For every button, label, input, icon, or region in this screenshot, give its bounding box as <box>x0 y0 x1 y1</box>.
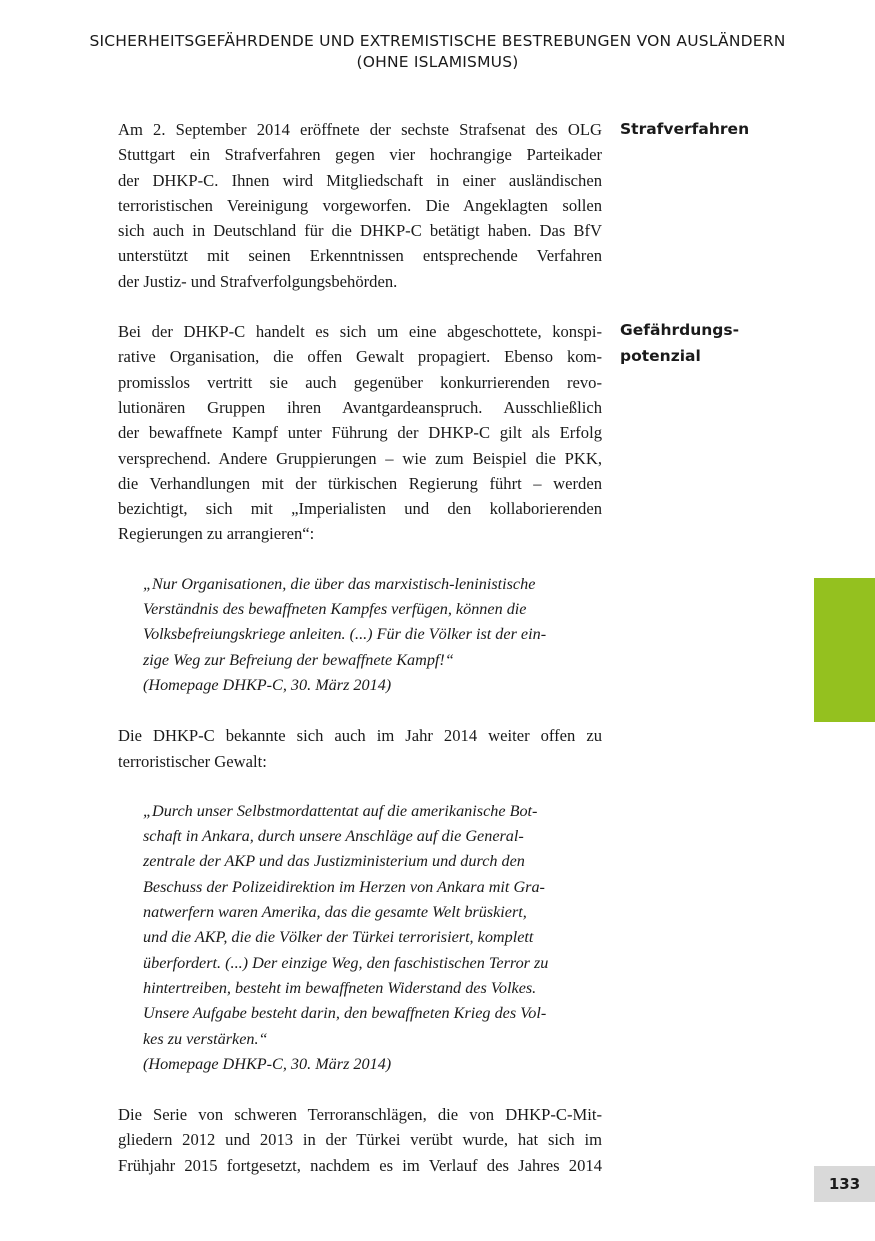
quote-source: (Homepage DHKP-C, 30. März 2014) <box>143 1054 392 1073</box>
paragraph-strafverfahren <box>118 117 602 294</box>
quote-line: und die AKP, die die Völker der Türkei terrorisiert, komplett <box>143 928 534 947</box>
text-line: lutionären Gruppen ihren Avantgardeanspruch. Ausschließlich <box>118 397 602 417</box>
paragraph-gefaehrdungspotenzial <box>118 319 602 547</box>
text-line: bezichtigt, sich mit „Imperialisten und den kollaborierenden <box>118 499 602 519</box>
quote-line: Verständnis des bewaffneten Kampfes verfügen, können die <box>143 600 527 619</box>
text-line: terroristischen Vereinigung vorgeworfen. Die Angeklagten sollen <box>118 195 602 215</box>
text-line: Regierungen zu arrangieren“: <box>118 524 315 544</box>
text-line: unterstützt mit seinen Erkenntnissen entsprechende Verfahren <box>118 246 602 266</box>
text-line: der DHKP-C. Ihnen wird Mitgliedschaft in einer ausländischen <box>118 170 602 190</box>
text-line: gliedern 2012 und 2013 in der Türkei verübt wurde, hat sich im <box>118 1130 602 1150</box>
header-line-2: (OHNE ISLAMISMUS) <box>356 53 519 71</box>
chapter-marker-tab <box>814 578 875 722</box>
quote-line: „Nur Organisationen, die über das marxistisch-leninistische <box>143 574 536 593</box>
text-line: terroristischer Gewalt: <box>118 751 267 771</box>
text-line: rative Organisation, die offen Gewalt propagiert. Ebenso kom- <box>118 347 602 367</box>
quote-line: schaft in Ankara, durch unsere Anschläge auf die General- <box>143 827 524 846</box>
text-line: sich auch in Deutschland für die DHKP-C betätigt haben. Das BfV <box>118 221 602 241</box>
text-line: versprechend. Andere Gruppierungen – wie zum Beispiel die PKK, <box>118 448 602 468</box>
margin-note-line-2: potenzial <box>620 347 701 365</box>
body-text <box>118 117 602 1178</box>
quote-source: (Homepage DHKP-C, 30. März 2014) <box>143 675 392 694</box>
text-line: der Justiz- und Strafverfolgungsbehörden. <box>118 271 398 291</box>
text-line: Am 2. September 2014 eröffnete der sechste Strafsenat des OLG <box>118 120 602 139</box>
paragraph-bekenntnis <box>118 723 602 774</box>
margin-note-line-1: Gefährdungs- <box>620 321 740 339</box>
text-line: promisslos vertritt sie auch gegenüber konkurrierenden revo- <box>118 372 602 392</box>
text-line: Bei der DHKP-C handelt es sich um eine abgeschottete, konspi- <box>118 322 602 342</box>
header-line-1: SICHERHEITSGEFÄHRDENDE UND EXTREMISTISCHE BESTREBUNGEN VON AUSLÄNDERN <box>89 32 786 50</box>
quote-line: „Durch unser Selbstmordattentat auf die amerikanische Bot- <box>143 801 538 820</box>
block-quote-2 <box>143 799 602 1077</box>
text-line: die Verhandlungen mit der türkischen Regierung führt – werden <box>118 473 602 493</box>
quote-line: Volksbefreiungskriege anleiten. (...) Für die Völker ist der ein- <box>143 625 547 644</box>
text-line: Frühjahr 2015 fortgesetzt, nachdem es im Verlauf des Jahres 2014 <box>118 1155 602 1175</box>
paragraph-terroranschlaege <box>118 1102 602 1178</box>
quote-line: kes zu verstärken.“ <box>143 1029 268 1048</box>
quote-line: überfordert. (...) Der einzige Weg, den faschistischen Terror zu <box>143 953 549 972</box>
quote-line: zige Weg zur Befreiung der bewaffnete Kampf!“ <box>143 650 454 669</box>
text-line: Die Serie von schweren Terroranschlägen, die von DHKP-C-Mit- <box>118 1105 602 1125</box>
margin-note-strafverfahren: Strafverfahren <box>620 120 750 138</box>
margin-note-gefaehrdungspotenzial <box>620 317 739 369</box>
quote-line: hintertreiben, besteht im bewaffneten Widerstand des Volkes. <box>143 978 537 997</box>
text-line: der bewaffnete Kampf unter Führung der DHKP-C gilt als Erfolg <box>118 423 602 443</box>
page-number: 133 <box>814 1166 875 1202</box>
text-line: Stuttgart ein Strafverfahren gegen vier hochrangige Parteikader <box>118 145 602 165</box>
block-quote-1 <box>143 572 602 698</box>
quote-line: zentrale der AKP und das Justizministerium und durch den <box>143 852 525 871</box>
running-header <box>0 31 875 73</box>
quote-line: Unsere Aufgabe besteht darin, den bewaffneten Krieg des Vol- <box>143 1004 547 1023</box>
text-line: Die DHKP-C bekannte sich auch im Jahr 2014 weiter offen zu <box>118 726 602 746</box>
quote-line: natwerfern waren Amerika, das die gesamte Welt brüskiert, <box>143 903 527 922</box>
quote-line: Beschuss der Polizeidirektion im Herzen von Ankara mit Gra- <box>143 877 545 896</box>
